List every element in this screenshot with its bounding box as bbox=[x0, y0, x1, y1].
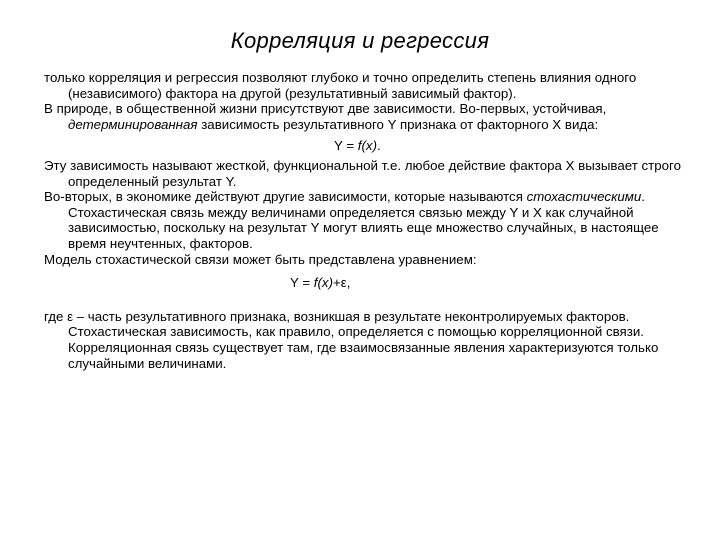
paragraph-deterministic bbox=[44, 101, 684, 132]
formula-functional-end: . bbox=[377, 138, 381, 154]
paragraph-model: Модель стохастической связи может быть представлена уравнением: bbox=[44, 251, 477, 267]
slide-body bbox=[44, 70, 684, 371]
formula-functional-func: f(x) bbox=[357, 138, 377, 154]
formula-functional-left: Y = bbox=[334, 138, 358, 154]
term-deterministic: детерминированная bbox=[68, 116, 198, 132]
formula-stochastic-left: Y = bbox=[290, 275, 314, 291]
formula-stochastic-func: f(x) bbox=[313, 275, 333, 291]
formula-stochastic bbox=[44, 267, 684, 309]
formula-functional bbox=[44, 132, 684, 158]
paragraph-stochastic-text-2: . Стохастическая связь между величинами определяется связью между Y и X как случайной зависимостью, поскольку на результат Y могут влиять еще множество случайных, в настоящее время неучтенных, факторов. bbox=[68, 189, 659, 251]
paragraph-rigid: Эту зависимость называют жесткой, функциональной т.е. любое действие фактора X вызывает строго определенный результат Y. bbox=[44, 157, 681, 189]
paragraph-deterministic-text-1: В природе, в общественной жизни присутствуют две зависимости. Во-первых, устойчивая, bbox=[44, 101, 607, 117]
slide-title: Корреляция и регрессия bbox=[230, 28, 490, 53]
formula-stochastic-end: +ε, bbox=[333, 275, 351, 291]
paragraph-intro: только корреляция и регрессия позволяют глубоко и точно определить степень влияния одного (независимого) фактора на другой (результативный зависимый фактор). bbox=[44, 70, 637, 101]
paragraph-deterministic-text-2: зависимость результативного Y признака от факторного X вида: bbox=[197, 116, 599, 132]
paragraph-stochastic-text-1: Во-вторых, в экономике действуют другие зависимости, которые называются bbox=[44, 189, 527, 205]
paragraph-epsilon: где ε – часть результативного признака, возникшая в результате неконтролируемых факторов. Стохастическая зависимость, как правило, определяется с помощью корреляционной связи. Корреляционная связь существует там, где взаимосвязанные явления характеризуются только случайными величинами. bbox=[44, 308, 659, 371]
term-stochastic: стохастическими bbox=[526, 189, 642, 205]
paragraph-stochastic bbox=[44, 189, 684, 251]
